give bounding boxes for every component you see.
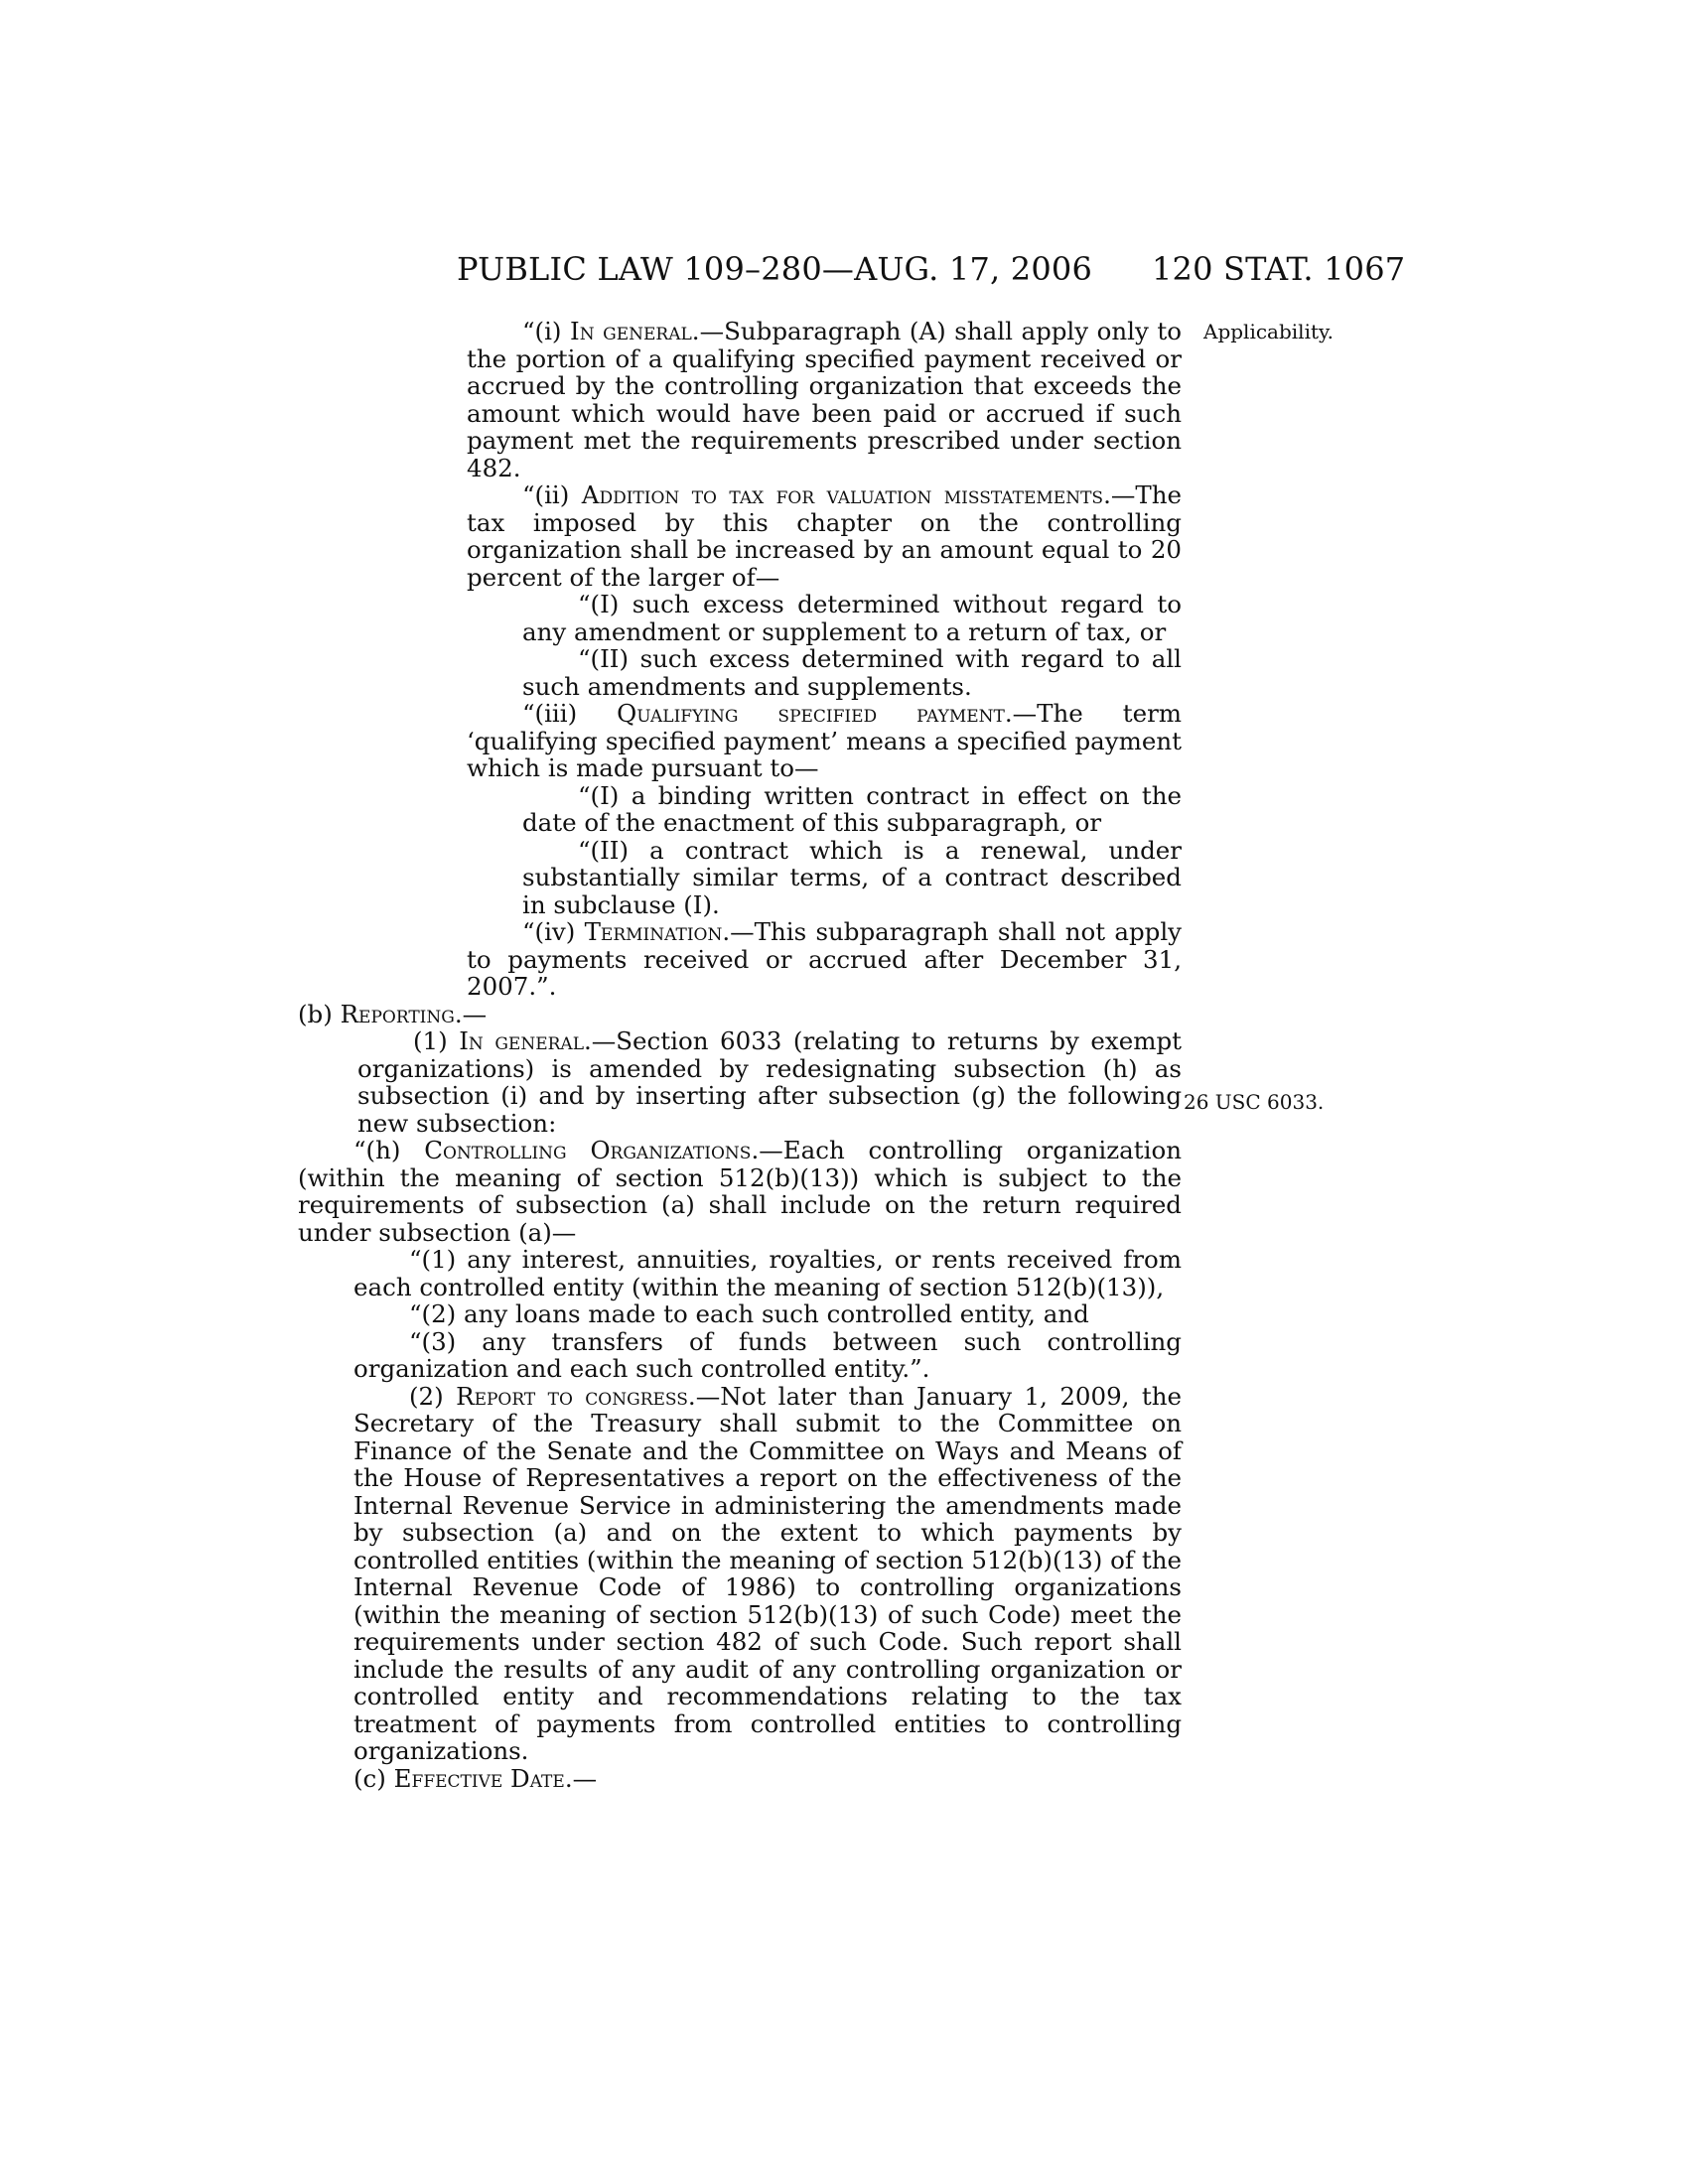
- clause-i-in-general: “(i) In general.—Subparagraph (A) shall apply only to the portion of a qualifying specified payment received or accrued by the controlling organization that exceeds the amount which would have been paid or accrued if such payment met the requirements prescribed under section 482.: [467, 317, 1183, 482]
- subclause-I-binding-contract: “(I) a binding written contract in effect on the date of the enactment of this subparagraph, or: [522, 780, 1182, 837]
- paragraph-2-report-to-congress: (2) Report to congress.—Not later than January 1, 2009, the Secretary of the Treasury shall submit to the Committee on Finance of the Senate and the Committee on Ways and Means of the House of Representatives a report on the effectiveness of the Internal Revenue Service in administering the amendments made by subsection (a) and on the extent to which payments by controlled entities (within the meaning of section 512(b)(13) of the Internal Revenue Code of 1986) to controlling organizations (within the meaning of section 512(b)(13) of such Code) meet the requirements under section 482 of such Code. Such report shall include the results of any audit of any controlling organization or controlled entity and recommendations relating to the tax treatment of payments from controlled entities to controlling organizations.: [353, 1381, 1182, 1765]
- subclause-II-renewal-contract: “(II) a contract which is a renewal, under substantially similar terms, of a contract described in subclause (I).: [522, 835, 1182, 919]
- inserted-subsection-h-controlling-organizations: “(h) Controlling Organizations.—Each controlling organization (within the meaning of section 512(b)(13)) which is subject to the requirements of subsection (a) shall include on the return required under subsection (a)—: [298, 1136, 1182, 1247]
- margin-note-usc-citation: 26 USC 6033.: [1184, 1090, 1325, 1114]
- subsection-c-effective-date: (c) Effective Date.—: [353, 1763, 598, 1793]
- clause-ii-addition-to-tax: “(ii) Addition to tax for valuation misstatements.—The tax imposed by this chapter on the controlling organization shall be increased by an amount equal to 20 percent of the larger of—: [467, 480, 1182, 592]
- item-1-interest-annuities: “(1) any interest, annuities, royalties, or rents received from each controlled entity (within the meaning of section 512(b)(13)),: [353, 1245, 1182, 1301]
- statute-body: [298, 318, 1182, 1792]
- paragraph-1-in-general: (1) In general.—Section 6033 (relating to returns by exempt organizations) is amended by redesignating subsection (h) as subsection (i) and by inserting after subsection (g) the following new subsection:: [357, 1026, 1183, 1138]
- item-2-loans: “(2) any loans made to each such controlled entity, and: [409, 1299, 1089, 1328]
- clause-iv-termination: “(iv) Termination.—This subparagraph shall not apply to payments received or accrued after December 31, 2007.”.: [467, 917, 1183, 1001]
- subsection-b-reporting: (b) Reporting.—: [298, 999, 488, 1028]
- item-3-transfers: “(3) any transfers of funds between such controlling organization and each such controlled entity.”.: [353, 1326, 1182, 1383]
- running-header-title: PUBLIC LAW 109–280—AUG. 17, 2006: [457, 250, 1093, 288]
- clause-iii-qualifying-specified-payment: “(iii) Qualifying specified payment.—The term ‘qualifying specified payment’ means a specified payment which is made pursuant to—: [467, 699, 1183, 782]
- subclause-I-without-regard: “(I) such excess determined without regard to any amendment or supplement to a return of tax, or: [522, 590, 1182, 646]
- margin-note-applicability: Applicability.: [1203, 320, 1334, 343]
- subclause-II-with-regard: “(II) such excess determined with regard to all such amendments and supplements.: [522, 644, 1182, 701]
- running-header-page-number: 120 STAT. 1067: [1152, 250, 1406, 288]
